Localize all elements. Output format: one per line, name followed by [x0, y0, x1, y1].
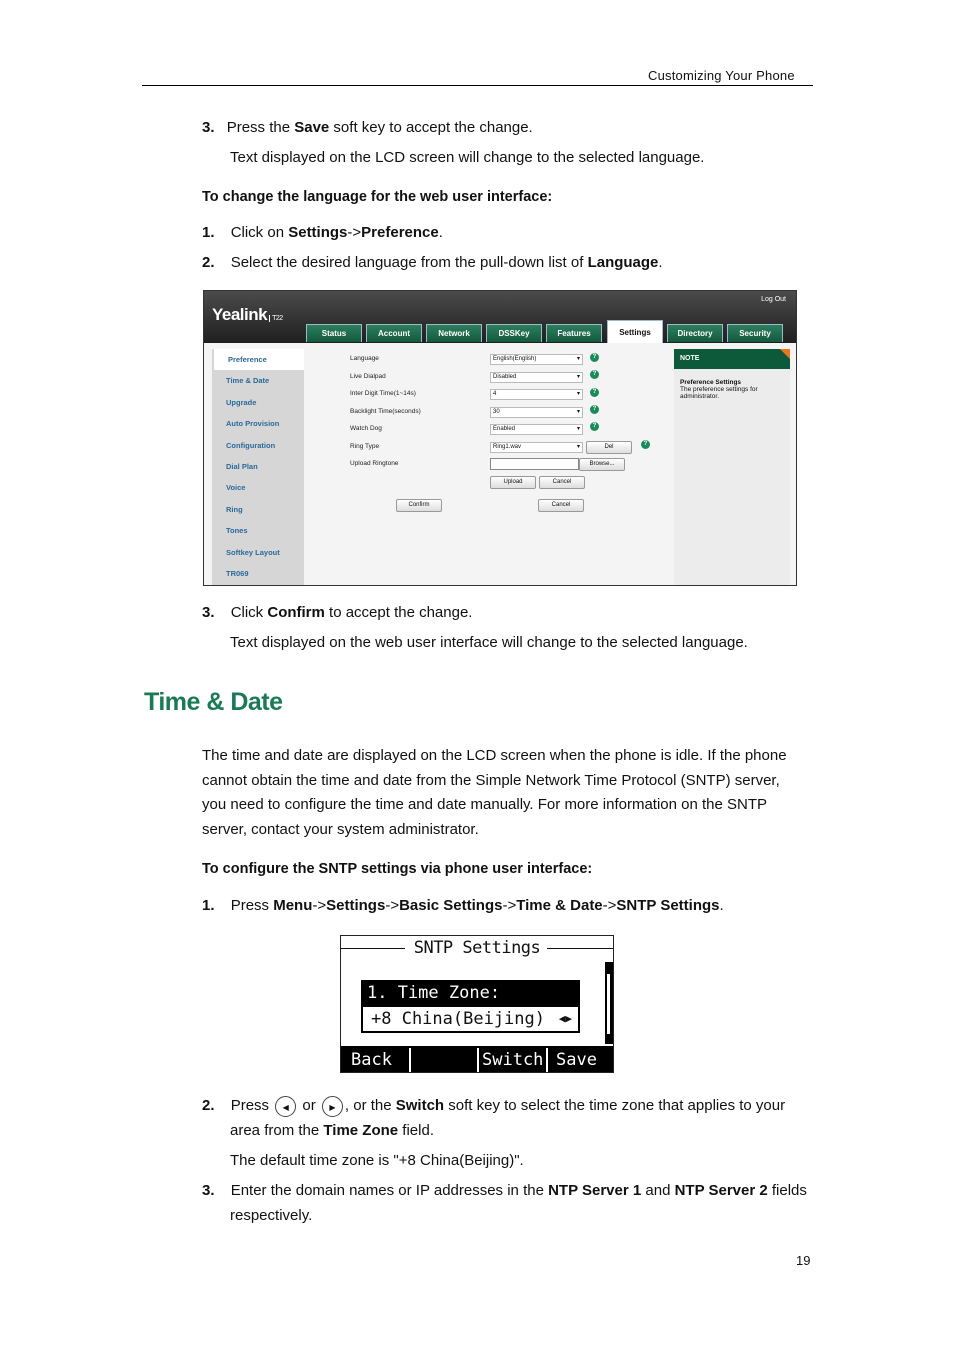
header-rule: [142, 85, 813, 86]
procedure-heading: To configure the SNTP settings via phone user interface:: [202, 861, 593, 877]
tab-dsskey[interactable]: DSSKey: [486, 324, 542, 342]
intro-line: you need to configure the time and date manually. For more information on the SNTP: [202, 796, 768, 813]
step-number: 3.: [202, 604, 215, 621]
field-label-backlight: Backlight Time(seconds): [350, 408, 421, 415]
help-icon[interactable]: ?: [590, 370, 599, 379]
sidebar-item-upgrade[interactable]: Upgrade: [226, 397, 257, 407]
tab-security[interactable]: Security: [727, 324, 783, 342]
note-body: [674, 369, 790, 400]
step-text: or: [302, 1097, 316, 1114]
page-number: 19: [796, 1253, 811, 1268]
running-header: Customizing Your Phone: [648, 68, 795, 83]
step-number: 2.: [202, 254, 215, 271]
lcd-selected-item: 1. Time Zone:: [361, 980, 580, 1007]
button-name: Confirm: [267, 604, 325, 621]
browse-button[interactable]: Browse...: [579, 458, 625, 471]
sidebar-item-ring[interactable]: Ring: [226, 504, 243, 514]
menu-separator: ->: [502, 897, 517, 914]
field-label-language: Language: [350, 355, 379, 362]
confirm-button[interactable]: Confirm: [396, 499, 442, 512]
step-text: area from the: [230, 1122, 324, 1139]
menu-separator: ->: [312, 897, 327, 914]
step-text: field.: [398, 1122, 434, 1139]
lcd-screenshot: [340, 935, 614, 1073]
note-corner-icon: [780, 349, 790, 359]
menu-path: SNTP Settings: [616, 897, 720, 914]
sidebar-item-voice[interactable]: Voice: [226, 483, 246, 493]
step-text: fields: [767, 1182, 807, 1199]
step-text: Select the desired language from the pull-down list of: [230, 254, 588, 271]
help-icon[interactable]: ?: [590, 422, 599, 431]
step-text: and: [641, 1182, 675, 1199]
sidebar-item-auto-provision[interactable]: Auto Provision: [226, 419, 280, 429]
tab-directory[interactable]: Directory: [667, 324, 723, 342]
step-save: [202, 116, 533, 140]
step-text: Press: [230, 1097, 270, 1114]
save-key-label: Save: [294, 119, 330, 136]
softkey-switch[interactable]: Switch: [482, 1050, 544, 1070]
model-text: T22: [269, 315, 283, 322]
lcd-softkey-bar: [341, 1046, 614, 1073]
menu-separator: ->: [347, 224, 362, 241]
step-number: 3.: [202, 119, 215, 136]
language-select[interactable]: English(English) ▾: [490, 354, 583, 365]
step-continuation: respectively.: [230, 1207, 313, 1224]
tab-features[interactable]: Features: [546, 324, 602, 342]
step-text: Click on: [230, 224, 289, 241]
settings-sidebar: [212, 349, 304, 585]
tab-account[interactable]: Account: [366, 324, 422, 342]
help-icon[interactable]: ?: [590, 353, 599, 362]
menu-separator: ->: [602, 897, 617, 914]
cancel-upload-button[interactable]: Cancel: [539, 476, 585, 489]
menu-path: Preference: [361, 224, 439, 241]
sidebar-item-dial-plan[interactable]: Dial Plan: [226, 461, 258, 471]
softkey-name: Switch: [395, 1097, 445, 1114]
sidebar-item-configuration[interactable]: Configuration: [226, 440, 276, 450]
brand-text: Yealink: [212, 305, 268, 324]
field-label-live-dialpad: Live Dialpad: [350, 373, 386, 380]
step-confirm: [202, 601, 472, 625]
softkey-divider: [409, 1048, 411, 1072]
step-text: .: [438, 224, 443, 241]
step-text: .: [658, 254, 663, 271]
left-right-arrows-icon: ◀▶: [558, 1012, 572, 1025]
step-text: Press: [230, 897, 274, 914]
step-number: 1.: [202, 897, 215, 914]
intro-line: cannot obtain the time and date from the Simple Network Time Protocol (SNTP) server,: [202, 771, 780, 789]
field-label-ring-type: Ring Type: [350, 443, 380, 450]
inter-digit-input[interactable]: 4 ▾: [490, 389, 583, 400]
menu-path: Basic Settings: [399, 897, 503, 914]
procedure-heading: To change the language for the web user interface:: [202, 189, 553, 205]
ring-type-select[interactable]: Ring1.wav ▾: [490, 442, 583, 453]
right-arrow-icon: ▶: [322, 1096, 343, 1117]
step-settings: [202, 221, 443, 245]
tab-settings[interactable]: Settings: [607, 320, 663, 343]
step-text: Enter the domain names or IP addresses in the: [230, 1182, 549, 1199]
note-panel: [674, 349, 790, 585]
yealink-logo: [212, 305, 283, 325]
backlight-select[interactable]: 30 ▾: [490, 407, 583, 418]
intro-line: server, contact your system administrator.: [202, 820, 479, 838]
softkey-save[interactable]: Save: [556, 1050, 597, 1070]
web-topbar: [204, 291, 796, 343]
sidebar-item-time-date[interactable]: Time & Date: [226, 376, 270, 386]
step-text: , or the: [344, 1097, 396, 1114]
step-ntp-servers: [202, 1179, 807, 1203]
watch-dog-select[interactable]: Enabled ▾: [490, 424, 583, 435]
sidebar-item-preference[interactable]: Preference: [214, 349, 304, 370]
field-name: NTP Server 2: [674, 1182, 768, 1199]
menu-separator: ->: [385, 897, 400, 914]
time-zone-value: +8 China(Beijing): [371, 1009, 545, 1029]
field-label-upload-ringtone: Upload Ringtone: [350, 460, 399, 467]
upload-button[interactable]: Upload: [490, 476, 536, 489]
field-label-watch-dog: Watch Dog: [350, 425, 382, 432]
cancel-button[interactable]: Cancel: [538, 499, 584, 512]
menu-path: Settings: [288, 224, 348, 241]
step-note: Text displayed on the web user interface will change to the selected language.: [230, 634, 748, 651]
help-icon[interactable]: ?: [641, 440, 650, 449]
softkey-back[interactable]: Back: [351, 1050, 392, 1070]
softkey-divider: [546, 1048, 548, 1072]
step-number: 2.: [202, 1097, 215, 1114]
section-title: Time & Date: [144, 688, 283, 716]
step-note: Text displayed on the LCD screen will change to the selected language.: [230, 149, 705, 166]
logout-link[interactable]: Log Out: [761, 296, 786, 303]
note-text: The preference settings for administrator.: [680, 386, 758, 400]
step-text: Press the: [226, 119, 295, 136]
step-text: Click: [230, 604, 268, 621]
softkey-divider: [477, 1048, 479, 1072]
field-label-inter-digit: Inter Digit Time(1~14s): [350, 390, 416, 397]
menu-path: Settings: [326, 897, 386, 914]
step-note: The default time zone is "+8 China(Beijing)".: [230, 1152, 524, 1169]
sidebar-item-softkey-layout[interactable]: Softkey Layout: [226, 547, 280, 557]
step-menu-path: [202, 894, 724, 918]
note-title: NOTE: [674, 349, 790, 369]
step-switch: [202, 1094, 785, 1118]
step-text: to accept the change.: [324, 604, 473, 621]
field-name: Time Zone: [323, 1122, 399, 1139]
intro-paragraph: [202, 744, 814, 842]
menu-path: Time & Date: [516, 897, 603, 914]
intro-line: The time and date are displayed on the LCD screen when the phone is idle. If the phone: [202, 747, 787, 764]
help-icon[interactable]: ?: [590, 388, 599, 397]
step-text: soft key to select the time zone that applies to your: [444, 1097, 786, 1114]
tab-status[interactable]: Status: [306, 324, 362, 342]
step-text: soft key to accept the change.: [329, 119, 533, 136]
lcd-value: [361, 1007, 580, 1033]
sidebar-item-tr069[interactable]: TR069: [226, 568, 249, 578]
step-text: .: [719, 897, 724, 914]
help-icon[interactable]: ?: [590, 405, 599, 414]
tab-network[interactable]: Network: [426, 324, 482, 342]
left-arrow-icon: ◀: [275, 1096, 296, 1117]
menu-path: Menu: [273, 897, 313, 914]
ringtone-file-input[interactable]: [490, 458, 579, 470]
field-name: NTP Server 1: [548, 1182, 642, 1199]
step-number: 1.: [202, 224, 215, 241]
sidebar-item-tones[interactable]: Tones: [226, 526, 248, 536]
field-name: Language: [587, 254, 659, 271]
web-ui-screenshot: [203, 290, 797, 586]
step-language: [202, 251, 663, 275]
note-heading: Preference Settings: [680, 379, 742, 386]
step-number: 3.: [202, 1182, 215, 1199]
lcd-title: SNTP Settings: [413, 938, 541, 958]
del-button[interactable]: Del: [586, 441, 632, 454]
live-dialpad-select[interactable]: Disabled ▾: [490, 372, 583, 383]
step-continuation: [230, 1119, 434, 1143]
lcd-scrollbar: [605, 962, 613, 1044]
